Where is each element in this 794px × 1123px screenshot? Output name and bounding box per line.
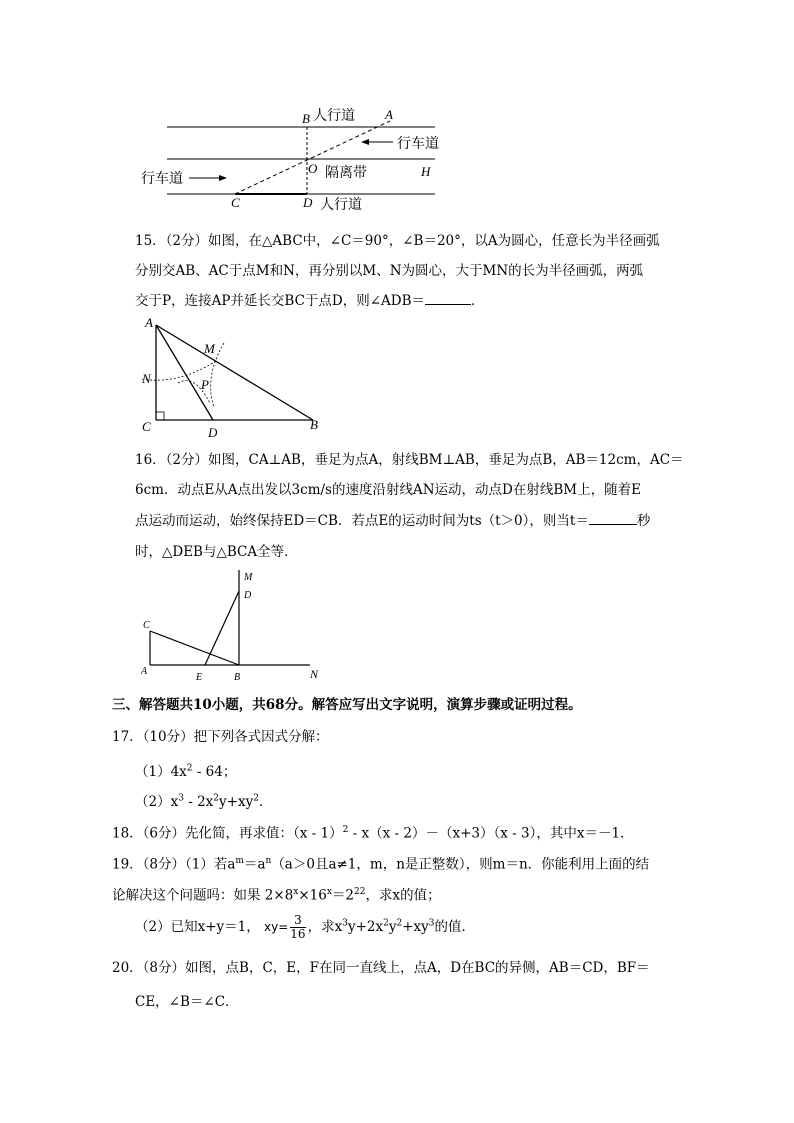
label-median: 隔离带 <box>325 166 367 181</box>
q19-line3 <box>135 914 475 941</box>
exponent: 3 <box>428 918 435 929</box>
q19-l2-d: ，求x的值； <box>365 887 441 904</box>
q15-line3-text: 交于P，连接AP并延长交BC于点D，则∠ADB＝ <box>135 293 426 309</box>
q15-line2: 分别交AB、AC于点M和N，再分别以M、N为圆心，大于MN的长为半径画弧，两弧 <box>135 263 644 279</box>
label-a: A <box>141 666 148 677</box>
q17-part2 <box>135 790 272 810</box>
exponent: 22 <box>354 887 366 897</box>
segment-ca <box>235 121 390 194</box>
exponent: n <box>265 856 272 866</box>
exponent: m <box>235 856 244 866</box>
answer-blank <box>425 292 471 305</box>
q19-xy: xy= <box>264 920 289 934</box>
label-lane-left: 行车道 <box>141 172 183 187</box>
label-h: H <box>421 164 431 179</box>
q17-part2-c: y+xy <box>219 794 254 810</box>
q19-l2-c: ＝2 <box>331 887 355 904</box>
q17-part2-a: （2）x <box>135 794 179 810</box>
q15-line3-end: ． <box>471 293 485 309</box>
triangle-figure-q15 <box>138 315 328 441</box>
label-n: N <box>310 667 319 681</box>
label-e: E <box>196 672 203 683</box>
q16-line3-end: 秒 <box>636 513 651 529</box>
q18-text <box>112 822 634 842</box>
exponent: x <box>326 887 332 897</box>
exponent: 2 <box>342 825 349 835</box>
section-3-heading: 三、解答题共10小题，共68分。解答应写出文字说明，演算步骤或证明过程。 <box>112 697 582 713</box>
q16-line3 <box>135 509 650 529</box>
arrow-left-head <box>361 139 369 145</box>
q19-l2-b: ×16 <box>298 887 327 904</box>
q17-stem: 17．（10分）把下列各式因式分解： <box>112 729 329 745</box>
segment-cb <box>150 631 239 665</box>
ray-figure-q16 <box>138 568 328 686</box>
label-b: B <box>234 672 241 683</box>
label-sidewalk-bottom: 人行道 <box>320 198 362 213</box>
q19-l3-c: y+2x <box>347 919 384 935</box>
right-angle-mark <box>156 412 164 420</box>
answer-blank <box>589 512 637 525</box>
q19-l3-b: ，求x <box>307 919 343 935</box>
q17-part2-d: ． <box>258 794 273 810</box>
label-d: D <box>303 195 313 210</box>
q17-part1-a: （1）4x <box>135 764 187 780</box>
label-o: O <box>308 161 318 176</box>
q20-line2: CE，∠B＝∠C． <box>135 994 239 1010</box>
exponent: 2 <box>396 918 403 929</box>
exponent: 3 <box>178 793 184 804</box>
q19-line1 <box>112 853 649 873</box>
fraction <box>290 914 305 941</box>
q19-l2-a: 论解决这个问题吗：如果 2×8 <box>112 887 294 904</box>
label-n: N <box>142 371 151 386</box>
label-b: B <box>302 111 310 126</box>
q20-line1: 20．（8分）如图，点B，C，E，F在同一直线上，点A，D在BC的异侧，AB＝CD，BF＝ <box>112 960 650 976</box>
q18-b: - x（x - 2）－（x+3）（x - 3），其中x＝－1． <box>348 825 634 842</box>
segment-ad <box>156 325 213 420</box>
exponent: 2 <box>253 793 259 804</box>
q16-line1: 16．（2分）如图，CA⊥AB，垂足为点A，射线BM⊥AB，垂足为点B，AB＝12cm，AC＝ <box>135 452 684 468</box>
label-d: D <box>208 425 218 440</box>
label-c: C <box>143 620 150 631</box>
label-lane-right: 行车道 <box>397 137 439 152</box>
label-d: D <box>244 590 252 601</box>
fraction-denominator: 16 <box>290 927 306 941</box>
exponent: 3 <box>342 918 348 929</box>
q17-part1 <box>135 760 236 780</box>
q18-a: 18．（6分）先化简，再求值：（x - 1） <box>112 825 343 842</box>
q19-l1-b: ＝a <box>243 856 266 873</box>
q16-line2: 6cm．动点E从A点出发以3cm/s的速度沿射线AN运动，动点D在射线BM上，随着E <box>135 482 641 498</box>
q15-line1: 15．（2分）如图，在△ABC中，∠C＝90°，∠B＝20°，以A为圆心，任意长为半径画弧 <box>135 233 660 249</box>
label-p: P <box>201 377 209 392</box>
label-sidewalk-top: 人行道 <box>313 109 355 124</box>
q19-l1-c: （a＞0且a≠1，m，n是正整数），则m＝n．你能利用上面的结 <box>271 856 650 873</box>
exponent: x <box>293 887 299 897</box>
label-a: A <box>145 315 153 330</box>
q16-line4: 时，△DEB与△BCA全等． <box>135 544 298 560</box>
exponent: 2 <box>213 793 220 804</box>
q19-l3-a: （2）已知x+y＝1， <box>135 919 260 935</box>
road-figure <box>135 105 445 215</box>
q19-line2 <box>112 884 441 904</box>
q16-line3-text: 点运动而运动，始终保持ED＝CB．若点E的运动时间为ts（t＞0），则当t＝ <box>135 513 589 529</box>
label-m: M <box>204 341 215 356</box>
label-c: C <box>142 419 151 434</box>
exponent: 2 <box>186 763 193 774</box>
q19-l3-d: y <box>388 919 397 935</box>
q17-part2-b: - 2x <box>183 794 214 810</box>
q15-line3 <box>135 289 485 309</box>
fraction-numerator: 3 <box>290 914 305 928</box>
label-a: A <box>385 107 393 122</box>
label-m: M <box>244 572 253 583</box>
label-b: B <box>310 417 318 432</box>
arrow-right-head <box>219 175 227 181</box>
q19-l1-a: 19．（8分）（1）若a <box>112 856 236 873</box>
label-c: C <box>231 195 240 210</box>
q19-l3-f: 的值． <box>434 919 475 935</box>
q17-part1-b: - 64； <box>192 764 237 780</box>
segment-ed <box>205 591 239 665</box>
q19-l3-e: +xy <box>402 919 429 935</box>
exponent: 2 <box>383 918 389 929</box>
side-ab <box>156 325 313 420</box>
